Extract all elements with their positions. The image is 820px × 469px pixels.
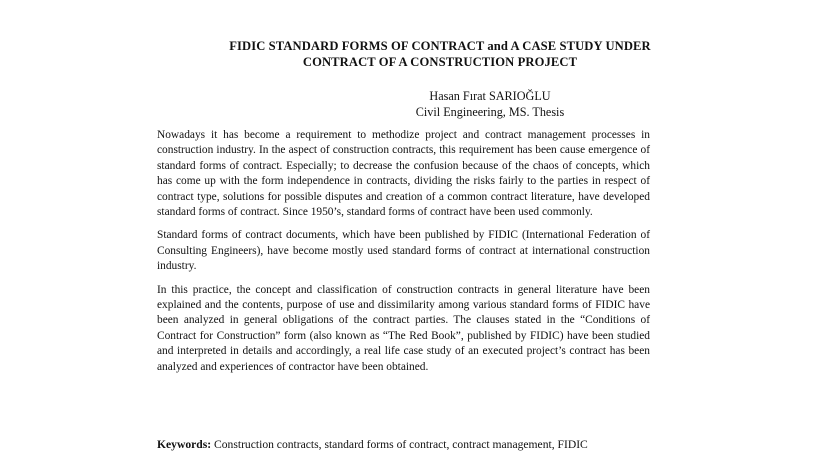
- document-title: [150, 38, 730, 70]
- title-line-1: FIDIC STANDARD FORMS OF CONTRACT and A CASE STUDY UNDER: [229, 39, 651, 53]
- keywords-label: Keywords:: [157, 438, 212, 451]
- abstract-paragraph-3: In this practice, the concept and classification of construction contracts in general literature have been explained and the contents, purpose of use and dissimilarity among various standard forms of FIDIC have been analyzed in general obligations of the contract parties. The clauses stated in the “Conditions of Contract for Construction” form (also known as “The Red Book”, published by FIDIC) have been studied and interpreted in details and accordingly, a real life case study of an executed project’s contract has been analyzed and experiences of contractor have been obtained.: [157, 283, 650, 373]
- keywords-line: [157, 437, 657, 452]
- author-degree: Civil Engineering, MS. Thesis: [415, 105, 565, 119]
- title-line-2: CONTRACT OF A CONSTRUCTION PROJECT: [302, 55, 578, 69]
- abstract-paragraph-2: Standard forms of contract documents, which have been published by FIDIC (International Federation of Consulting Engineers), have become mostly used standard forms of contract at international construction industry.: [157, 229, 650, 273]
- abstract-paragraph-1: Nowadays it has become a requirement to methodize project and contract management processes in construction industry. In the aspect of construction contracts, this requirement has been cause emergence of standard forms of contract. Especially; to decrease the confusion because of the chaos of concepts, which has come up with the form independence in contracts, dividing the risks fairly to the parties in respect of contract type, solutions for possible disputes and creation of a common contract literature, have developed standard forms of contract. Since 1950’s, standard forms of contract have been used commonly.: [157, 129, 650, 219]
- keywords-text: Construction contracts, standard forms of contract, contract management, FIDIC: [211, 438, 588, 451]
- author-name: Hasan Fırat SARIOĞLU: [429, 89, 551, 103]
- author-block: [340, 88, 640, 120]
- abstract-body: [157, 128, 650, 383]
